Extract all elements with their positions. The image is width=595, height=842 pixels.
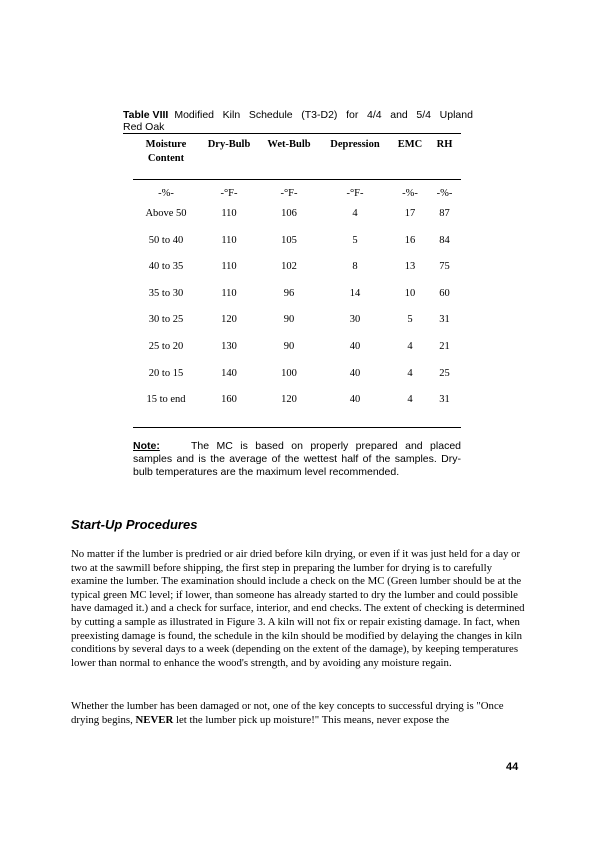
- table-cell: 40 to 35: [148, 261, 184, 273]
- table-title-word: 4/4: [366, 109, 382, 121]
- column-header: EMC: [397, 139, 423, 150]
- table-cell: 40: [349, 367, 361, 379]
- unit-cell: -%-: [158, 188, 174, 199]
- table-row: [133, 340, 460, 367]
- table-cell: 4: [407, 394, 413, 406]
- table-cell: 87: [439, 208, 450, 219]
- table-note: [133, 440, 461, 480]
- table-cell: 13: [404, 261, 416, 273]
- table-cell: 21: [439, 340, 450, 352]
- table-cell: 110: [221, 261, 237, 273]
- table-row: [133, 393, 460, 420]
- note-label: Note:: [133, 440, 160, 452]
- table-cell: Above 50: [145, 208, 187, 219]
- column-header: Wet-Bulb: [267, 139, 311, 150]
- table-row: [133, 287, 460, 314]
- table-cell: 10: [404, 287, 416, 299]
- table-cell: 105: [281, 234, 297, 246]
- units-row: [133, 177, 460, 207]
- table-cell: 40: [349, 340, 361, 352]
- table-cell: 60: [439, 287, 450, 299]
- table-cell: 110: [221, 234, 237, 246]
- table-title-word: for: [346, 109, 359, 121]
- table-cell: 110: [221, 287, 237, 299]
- table-cell: 84: [439, 234, 450, 246]
- table-cell: 40: [349, 394, 361, 406]
- table-cell: 31: [439, 394, 450, 406]
- table-cell: 14: [349, 287, 361, 299]
- table-title-word: Schedule: [248, 109, 293, 121]
- table-bottom-rule: [133, 427, 461, 428]
- note-text: The MC is based on properly prepared and placed samples and is the average of the wettest half of the samples. Dry-bulb temperatures are the maximum level recommended.: [133, 440, 461, 479]
- body-paragraph-1: No matter if the lumber is predried or air dried before kiln drying, or even if it was just held for a day or two at the sawmill before shipping, the first step in preparing the lumber for drying is to carefully examine the lumber. The examination should include a check on the MC (Green lumber should be at the typical green MC level; if lower, than someone has already started to dry the lumber and could possible have damaged it.) and a check for surface, interior, and end checks. The extent of checking is determined by cutting a sample as illustrated in Figure 3. A kiln will not fix or repair existing damage. In fact, when preexisting damage is found, the schedule in the kiln should be modified by delaying the changes in kiln conditions by several days to a week (depending on the extent of the damage), by keeping temperatures lower than normal to enhance the wood's strength, and by avoiding any moisture regain.: [71, 548, 525, 669]
- table-cell: 30 to 25: [148, 314, 184, 326]
- table-cell: 8: [352, 261, 358, 273]
- paragraph-2-end: let the lumber pick up moisture!" This means, never expose the: [173, 713, 450, 726]
- page-number: 44: [506, 761, 519, 773]
- table-cell: 140: [221, 367, 237, 379]
- table-cell: 5: [407, 314, 413, 326]
- table-cell: 102: [281, 261, 297, 273]
- table-cell: 31: [439, 314, 450, 326]
- table-cell: 96: [283, 287, 295, 299]
- table-cell: 17: [404, 208, 416, 219]
- table-title-word: (T3-D2): [301, 109, 338, 121]
- table-cell: 25: [439, 367, 450, 379]
- paragraph-2-start: Whether the lumber has been damaged or not, one of the key concepts to successful drying is "Once drying begins,: [71, 700, 504, 726]
- unit-cell: -°F-: [220, 188, 238, 199]
- table-caption: [123, 109, 473, 133]
- table-label: Table VIII: [123, 109, 169, 121]
- table-row: [133, 234, 460, 261]
- table-row: [133, 367, 460, 394]
- table-cell: 106: [281, 208, 297, 219]
- table-title-word: 5/4: [416, 109, 432, 121]
- unit-cell: -°F-: [346, 188, 364, 199]
- table-cell: 90: [283, 340, 295, 352]
- table-cell: 5: [352, 234, 358, 246]
- table-cell: 100: [281, 367, 297, 379]
- table-cell: 90: [283, 314, 295, 326]
- table-cell: 15 to end: [146, 394, 186, 406]
- table-row: [133, 207, 460, 234]
- table-cell: 4: [407, 340, 413, 352]
- table-title-word: Upland: [439, 109, 473, 121]
- table-title-word: Kiln: [222, 109, 241, 121]
- table-cell: 50 to 40: [148, 234, 184, 246]
- column-header: Depression: [330, 139, 380, 150]
- body-paragraph-2: [71, 700, 526, 727]
- table-title-line2: Red Oak: [123, 121, 165, 133]
- column-header: Dry-Bulb: [207, 139, 251, 150]
- table-cell: 120: [221, 314, 237, 326]
- table-cell: 25 to 20: [148, 340, 184, 352]
- table-cell: 130: [221, 340, 237, 352]
- table-row: [133, 313, 460, 340]
- table-cell: 16: [404, 234, 416, 246]
- paragraph-2-emphasis: NEVER: [135, 713, 174, 726]
- table-cell: 20 to 15: [148, 367, 184, 379]
- table-cell: 30: [349, 314, 361, 326]
- unit-cell: -%-: [436, 188, 453, 199]
- table-body: [133, 177, 460, 420]
- section-heading: Start-Up Procedures: [71, 517, 198, 532]
- unit-cell: -°F-: [280, 188, 298, 199]
- table-cell: 110: [221, 208, 237, 219]
- table-cell: 4: [407, 367, 413, 379]
- table-title-line1: [174, 109, 473, 121]
- kiln-schedule-table: [133, 138, 460, 420]
- table-cell: 35 to 30: [148, 287, 184, 299]
- table-row: [133, 260, 460, 287]
- table-header-row: [133, 138, 460, 177]
- column-header: RH: [436, 139, 453, 150]
- unit-cell: -%-: [402, 188, 418, 199]
- table-title-word: Modified: [174, 109, 215, 121]
- table-title-word: and: [390, 109, 408, 121]
- table-top-rule: [123, 133, 461, 134]
- column-header: Moisture Content: [145, 139, 187, 164]
- table-cell: 75: [439, 261, 450, 273]
- table-cell: 4: [352, 208, 358, 219]
- table-cell: 120: [281, 394, 297, 406]
- table-cell: 160: [221, 394, 237, 406]
